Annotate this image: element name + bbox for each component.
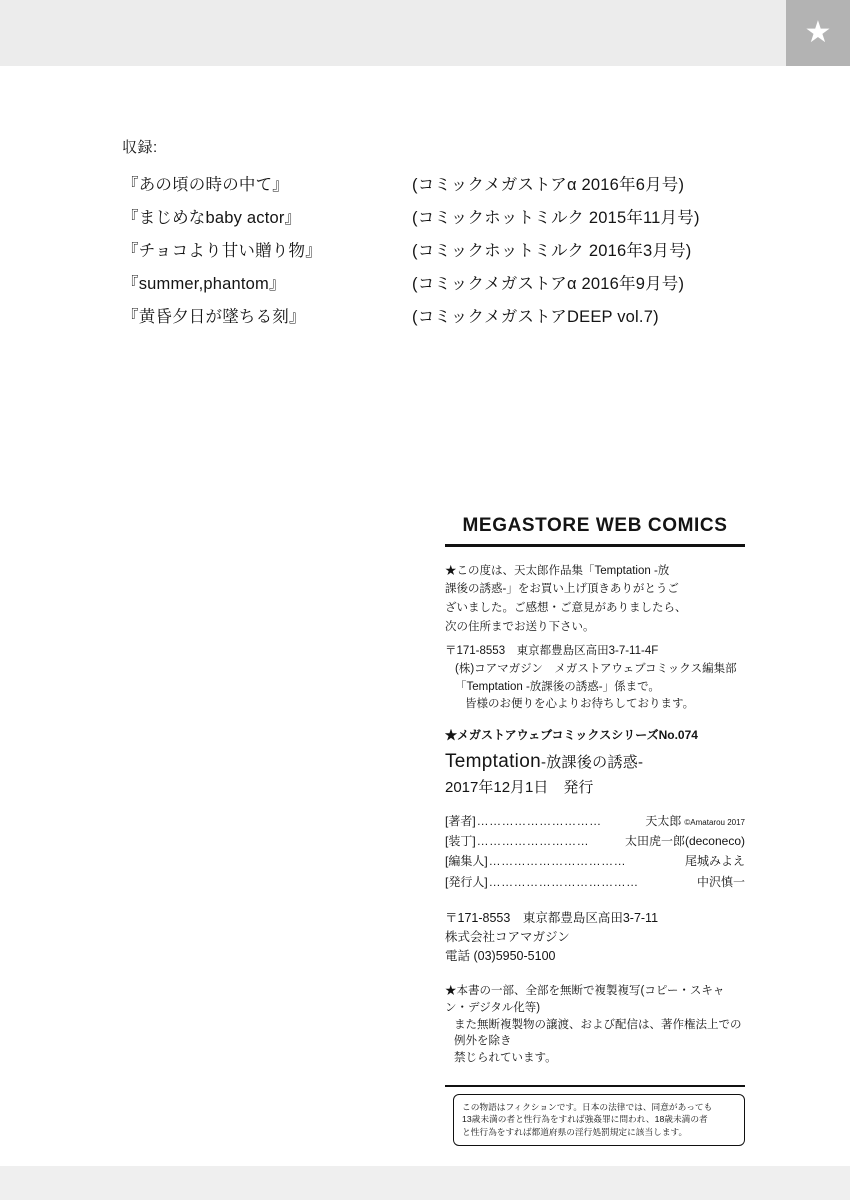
credit-leader: ……………………… <box>476 834 590 848</box>
credit-value: 中沢慎一 <box>696 874 745 889</box>
contents-section <box>122 136 742 336</box>
credit-value: 尾城みよえ <box>684 854 745 869</box>
publisher-address <box>445 909 745 965</box>
contents-source: (コミックメガストアα 2016年6月号) <box>412 176 685 194</box>
address-line: 皆様のお便りを心よりお待ちしております。 <box>465 698 695 711</box>
publisher-line: 株式会社コアマガジン <box>445 929 570 944</box>
contents-heading: 収録: <box>122 139 158 156</box>
credit-leader: …………………………… <box>488 854 627 869</box>
credit-value: 天太郎 <box>645 813 682 828</box>
credit-leader: ……………………………… <box>488 874 639 889</box>
contents-title: 『あの頃の時の中て』 <box>122 176 289 194</box>
star-icon: ★ <box>804 16 832 49</box>
contents-row <box>122 270 742 294</box>
publisher-line: 〒171-8553 東京都豊島区高田3-7-11 <box>445 911 659 926</box>
contents-source: (コミックホットミルク 2015年11月号) <box>412 209 700 227</box>
work-title-main: Temptation <box>445 751 541 773</box>
credit-leader: ………………………… <box>476 813 602 828</box>
work-title-sub: -放課後の誘惑- <box>540 754 644 772</box>
notice-line: また無断複製物の譲渡、および配信は、著作権法上での例外を除き <box>454 1018 742 1048</box>
credit-row <box>445 833 745 850</box>
contents-row <box>122 237 742 261</box>
legal-disclaimer-box <box>453 1094 745 1146</box>
contents-title: 『summer,phantom』 <box>122 275 286 293</box>
legal-line: この物語はフィクションです。日本の法律では、同意があっても <box>462 1101 713 1112</box>
thanks-line: ★この度は、天太郎作品集「Temptation -放 <box>445 564 670 577</box>
thanks-line: ざいました。ご感想・ご意見がありましたら、 <box>445 601 687 614</box>
contents-source: (コミックメガストアα 2016年9月号) <box>412 275 685 293</box>
credit-row <box>445 874 745 891</box>
legal-line: と性行為をすれば都道府県の淫行処罰規定に該当します。 <box>462 1127 688 1137</box>
star-badge <box>786 0 850 66</box>
contents-title: 『黄昏夕日が墜ちる刻』 <box>122 308 306 326</box>
thanks-line: 課後の誘惑-」をお買い上げ頂きありがとうご <box>445 583 679 596</box>
contents-row <box>122 204 742 228</box>
copyright-notice <box>445 983 745 1066</box>
contents-title: 『まじめなbaby actor』 <box>122 209 302 227</box>
bottom-margin-band <box>0 1166 850 1200</box>
publish-date: 2017年12月1日 発行 <box>445 778 594 796</box>
contents-title: 『チョコより甘い贈り物』 <box>122 242 322 260</box>
address-line: 〒171-8553 東京都豊島区高田3-7-11-4F <box>445 645 659 658</box>
legal-line: 13歳未満の者と性行為をすれば強姦罪に問われ、18歳未満の者 <box>462 1114 708 1125</box>
credit-label: [発行人] <box>445 874 488 889</box>
credit-label: [著者] <box>445 813 476 828</box>
copyright-note: ©Amatarou 2017 <box>684 817 745 827</box>
contents-row <box>122 171 742 195</box>
credit-value: 太田虎一郎(deconeco) <box>624 834 745 848</box>
credit-row <box>445 853 745 870</box>
thanks-message <box>445 563 745 636</box>
work-title <box>445 748 745 776</box>
credit-label: [装丁] <box>445 834 476 848</box>
credit-row <box>445 813 745 830</box>
top-margin-band <box>0 0 850 66</box>
divider <box>445 1085 745 1087</box>
contents-source: (コミックホットミルク 2016年3月号) <box>412 242 692 260</box>
credits-list <box>445 813 745 892</box>
editorial-address <box>445 643 745 713</box>
thanks-line: 次の住所までお送り下さい。 <box>445 620 595 633</box>
contents-row <box>122 303 742 327</box>
address-line: (株)コアマガジン メガストアウェブコミックス編集部 <box>455 662 737 675</box>
address-line: 「Temptation -放課後の誘惑-」係まで。 <box>455 680 660 693</box>
colophon-section <box>445 512 745 1146</box>
publisher-line: 電話 (03)5950-5100 <box>445 948 556 963</box>
series-number: ★メガストアウェブコミックスシリーズNo.074 <box>445 727 698 742</box>
notice-line: ★本書の一部、全部を無断で複製複写(コピー・スキャン・デジタル化等) <box>445 985 725 1015</box>
notice-line: 禁じられています。 <box>454 1052 557 1065</box>
credit-label: [編集人] <box>445 854 488 869</box>
contents-source: (コミックメガストアDEEP vol.7) <box>412 308 659 326</box>
publisher-brand: MEGASTORE WEB COMICS <box>445 512 745 547</box>
